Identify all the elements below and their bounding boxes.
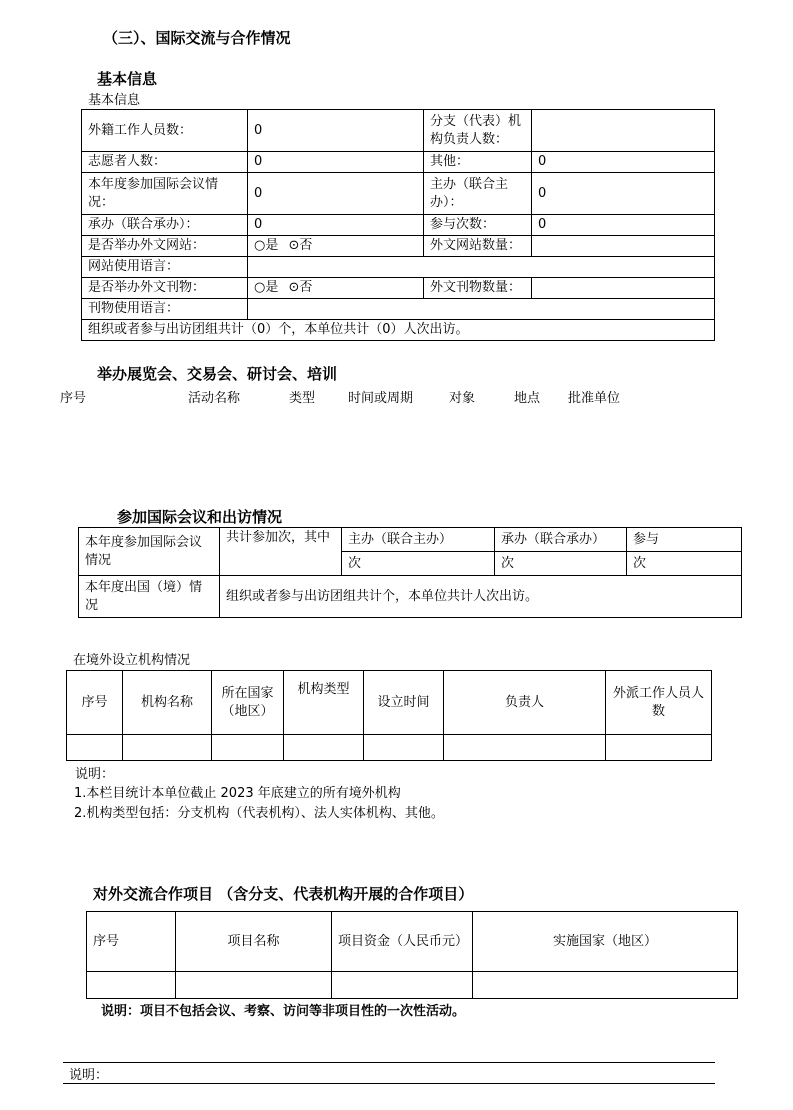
participate-value[interactable]: 0	[532, 215, 715, 236]
website-count-label: 外文网站数量：	[424, 236, 532, 257]
overseas-note-1: 1.本栏目统计本单位截止 2023 年底建立的所有境外机构	[74, 786, 401, 801]
website-count-value[interactable]	[532, 236, 715, 257]
exhibition-col-approver: 批准单位	[568, 391, 621, 406]
host-label: 主办（联合主 办）：	[424, 173, 532, 215]
volunteers-value[interactable]: 0	[248, 152, 424, 173]
overseas-heading: 在境外设立机构情况	[73, 653, 191, 668]
overseas-cell[interactable]	[284, 735, 364, 761]
branch-heads-label: 分支（代表）机 构负责人数：	[424, 110, 532, 152]
overseas-cell[interactable]	[67, 735, 123, 761]
meetings-abroad-text: 组织或者参与出访团组共计个，本单位共计人次出访。	[220, 576, 742, 618]
basic-info-table	[81, 109, 715, 341]
overseas-col-country: 所在国家（地区）	[212, 671, 284, 735]
projects-table	[86, 911, 738, 999]
journal-lang-label: 刊物使用语言：	[82, 299, 248, 320]
website-lang-value[interactable]	[248, 257, 715, 278]
projects-col-index: 序号	[87, 912, 176, 972]
host-value[interactable]: 0	[532, 173, 715, 215]
journal-lang-value[interactable]	[248, 299, 715, 320]
journal-yes-radio[interactable]: ○是	[254, 280, 279, 295]
foreign-staff-label: 外籍工作人员数：	[82, 110, 248, 152]
overseas-cell[interactable]	[444, 735, 606, 761]
foreign-staff-value[interactable]: 0	[248, 110, 424, 152]
other-value[interactable]: 0	[532, 152, 715, 173]
overseas-col-time: 设立时间	[364, 671, 444, 735]
projects-cell[interactable]	[332, 972, 473, 999]
overseas-col-type: 机构类型	[284, 671, 364, 735]
exhibition-col-place: 地点	[514, 391, 541, 406]
overseas-cell[interactable]	[606, 735, 712, 761]
journal-no-radio[interactable]: ⊙否	[288, 280, 313, 295]
overseas-cell[interactable]	[212, 735, 284, 761]
undertake-value[interactable]: 0	[248, 215, 424, 236]
footer-top-divider	[63, 1062, 715, 1063]
overseas-col-head: 负责人	[444, 671, 606, 735]
journal-count-label: 外文刊物数量：	[424, 278, 532, 299]
meetings-participate-times[interactable]: 次	[627, 552, 742, 576]
website-radio-group	[248, 236, 424, 257]
overseas-note-title: 说明：	[75, 767, 115, 782]
footer-label: 说明：	[69, 1068, 109, 1083]
website-no-radio[interactable]: ⊙否	[288, 238, 313, 253]
projects-col-name: 项目名称	[176, 912, 332, 972]
exhibition-col-index: 序号	[60, 391, 87, 406]
overseas-cell[interactable]	[364, 735, 444, 761]
meetings-table	[78, 527, 742, 618]
meetings-host-times[interactable]: 次	[342, 552, 495, 576]
overseas-table	[66, 670, 712, 761]
section-title: （三）、国际交流与合作情况	[103, 29, 291, 47]
overseas-col-staff: 外派工作人员人数	[606, 671, 712, 735]
exhibition-col-time: 时间或周期	[348, 391, 414, 406]
overseas-cell[interactable]	[123, 735, 212, 761]
journal-count-value[interactable]	[532, 278, 715, 299]
journal-radio-group	[248, 278, 424, 299]
exhibition-col-name: 活动名称	[188, 391, 241, 406]
website-label: 是否举办外文网站：	[82, 236, 248, 257]
visit-summary: 组织或者参与出访团组共计（0）个，本单位共计（0）人次出访。	[82, 320, 715, 341]
branch-heads-value[interactable]	[532, 110, 715, 152]
meetings-conf-label: 本年度参加国际会议情况	[79, 528, 220, 576]
participate-label: 参与次数：	[424, 215, 532, 236]
undertake-label: 承办（联合承办）：	[82, 215, 248, 236]
projects-col-funds: 项目资金（人民币元）	[332, 912, 473, 972]
meetings-abroad-label: 本年度出国（境）情况	[79, 576, 220, 618]
projects-heading: 对外交流合作项目 （含分支、代表机构开展的合作项目）	[93, 885, 474, 903]
other-label: 其他：	[424, 152, 532, 173]
footer-bottom-divider	[63, 1083, 715, 1084]
website-yes-radio[interactable]: ○是	[254, 238, 279, 253]
projects-cell[interactable]	[176, 972, 332, 999]
overseas-col-index: 序号	[67, 671, 123, 735]
website-lang-label: 网站使用语言：	[82, 257, 248, 278]
overseas-col-name: 机构名称	[123, 671, 212, 735]
exhibition-col-type: 类型	[289, 391, 316, 406]
projects-note: 说明：项目不包括会议、考察、访问等非项目性的一次性活动。	[101, 1004, 466, 1019]
basic-info-heading: 基本信息	[97, 70, 158, 88]
meetings-total-label: 共计参加次，其中	[220, 528, 342, 576]
exhibition-heading: 举办展览会、交易会、研讨会、培训	[97, 365, 338, 383]
meetings-undertake-label: 承办（联合承办）	[495, 528, 627, 552]
projects-cell[interactable]	[87, 972, 176, 999]
meetings-host-label: 主办（联合主办）	[342, 528, 495, 552]
projects-col-country: 实施国家（地区）	[473, 912, 738, 972]
volunteers-label: 志愿者人数：	[82, 152, 248, 173]
journal-label: 是否举办外文刊物：	[82, 278, 248, 299]
overseas-note-2: 2.机构类型包括：分支机构（代表机构）、法人实体机构、其他。	[74, 806, 444, 821]
meetings-participate-label: 参与	[627, 528, 742, 552]
conference-label: 本年度参加国际会议情 况：	[82, 173, 248, 215]
meetings-undertake-times[interactable]: 次	[495, 552, 627, 576]
meetings-heading: 参加国际会议和出访情况	[117, 508, 283, 526]
basic-info-subheading: 基本信息	[88, 93, 141, 108]
exhibition-col-target: 对象	[449, 391, 476, 406]
conference-value[interactable]: 0	[248, 173, 424, 215]
projects-cell[interactable]	[473, 972, 738, 999]
